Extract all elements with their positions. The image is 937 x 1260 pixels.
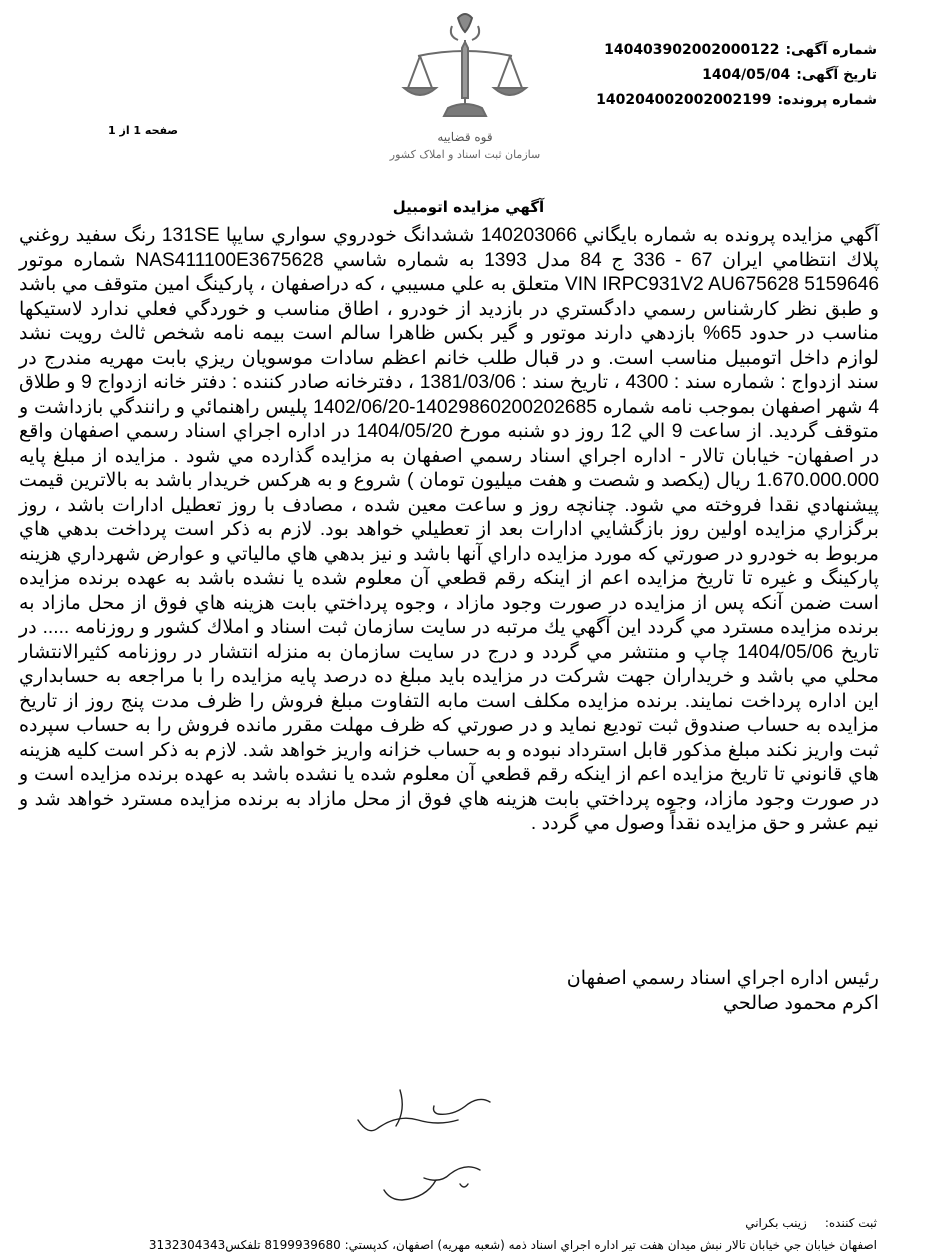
registrar-name: زينب بكراني [745, 1216, 807, 1230]
footer-address: اصفهان خيابان جي خيابان تالار نبش ميدان هفت تير اداره اجراي اسناد ذمه (شعبه مهريه) اصفهان، كدپستي: 8199939680 تلفكس3132304343 [148, 1238, 877, 1252]
scales-of-justice-icon [380, 8, 550, 168]
signatory-block [379, 966, 879, 1016]
ad-number-label: شماره آگهی: [785, 42, 877, 58]
notice-paragraph: آگهي مزايده پرونده به شماره بايگاني 140203066 ششدانگ خودروي سواري سايپا 131SE رنگ سفيد روغني پلاك انتظامي ايران 67 - 336 ج 84 مدل 1393 به شماره شاسي NAS411100E3675628 شماره موتور 5159646 VIN IRPC931V2 AU675628 متعلق به علي مسيبي ، كه دراصفهان ، پاركينگ امين متوقف مي باشد و طبق نظر كارشناس رسمي دادگستري در بازديد از خودرو ، اطاق مناسب و خوردگي فعلي ندارد لاستيكها مناسب در حدود 65% بازدهي دارند موتور و گير بكس ظاهرا سالم است بيمه نامه شخص ثالث رويت نشد لوازم داخل اتومبيل مناسب است. و در قبال طلب خانم اعظم سادات موسويان ريزي بابت مهريه مندرج در سند ازدواج : شماره سند : 4300 ، تاريخ سند : 1381/03/06 ، دفترخانه صادر كننده : دفتر خانه ازدواج 9 و طلاق 4 شهر اصفهان بموجب نامه شماره 14029860200202685-1402/06/20 پليس راهنمائي و رانندگي بازداشت و متوقف گرديد. از ساعت 9 الي 12 روز دو شنبه مورخ 1404/05/20 در اداره اجراي اسناد رسمي اصفهان واقع در اصفهان- خيابان تالار - اداره اجراي اسناد رسمي اصفهان به مزايده گذارده مي شود . مزايده از مبلغ پايه 1.670.000.000 ريال (يكصد و شصت و هفت ميليون تومان ) شروع و به هركس خريدار باشد به بالاترين قيمت پيشنهادي نقدا فروخته مي شود. چنانچه روز و ساعت معين شده ، مصادف با روز تعطيل ادارات باشد ، روز برگزاري مزايده اولين روز بازگشايي ادارات بعد از تعطيلي خواهد بود. لازم به ذكر است پرداخت بدهي هاي مربوط به خودرو در صورتي كه مورد مزايده داراي آنها باشد و نيز بدهي هاي مالياتي و عوارض شهرداري هزينه پاركينگ و غيره تا تاريخ مزايده اعم از اينكه رقم قطعي آن معلوم شده يا نشده باشد به عهده برنده مزايده است ضمن آنكه پس از مزايده در صورت وجود مازاد ، وجوه پرداختي بابت هزينه هاي فوق از محل مازاد به برنده مزايده مسترد مي گردد اين آگهي يك مرتبه در سايت سازمان ثبت اسناد و املاك كشور و روزنامه ..... در تاريخ 1404/05/06 چاپ و منتشر مي گردد و درج در سايت سازمان به منزله انتشار در روزنامه كثيرالانتشار محلي مي باشد و خريداران جهت شركت در مزايده بايد مبلغ ده درصد پايه مزايده را با مراجعه به حسابداري اين اداره پرداخت نمايند. برنده مزايده مكلف است مابه التفاوت مبلغ فروش را ظرف مدت پنج روز از تاريخ مزايده به حساب صندوق ثبت توديع نمايد و در صورتي كه ظرف مهلت مقرر مانده فروش را به حساب سپرده ثبت واريز نكند مبلغ مذكور قابل استرداد نبوده و به حساب خزانه واريز خواهد شد. لازم به ذكر است كليه هزينه هاي قانوني تا تاريخ مزايده اعم از اينكه رقم قطعي آن معلوم شده يا نشده باشد به عهده برنده مزايده است و در صورت وجود مازاد، وجوه پرداختي بابت هزينه هاي فوق از محل مازاد به برنده مزايده مسترد خواهد شد و نيم عشر و حق مزايده نقداً وصول مي گردد . [19, 225, 880, 834]
handwritten-signature [340, 1080, 540, 1210]
ad-date-label: تاریخ آگهی: [796, 67, 877, 83]
signatory-position: رئيس اداره اجراي اسناد رسمي اصفهان [566, 968, 879, 989]
ad-date-row [547, 63, 877, 88]
registrar-label: ثبت کننده: [824, 1216, 877, 1230]
case-number-value: 140204002002002199 [596, 92, 772, 108]
case-number-row [547, 88, 877, 113]
ad-number-row [547, 38, 877, 63]
judiciary-emblem [380, 8, 550, 168]
page-indicator: صفحه 1 از 1 [108, 124, 179, 137]
document-meta [547, 38, 877, 113]
ad-date-value: 1404/05/04 [702, 67, 791, 83]
signatory-name: اكرم محمود صالحي [722, 993, 879, 1014]
document-title: آگهي مزايده اتومبيل [392, 198, 545, 216]
case-number-label: شماره پرونده: [777, 92, 877, 108]
ad-number-value: 140403902002000122 [604, 42, 780, 58]
registrar-line [745, 1216, 877, 1230]
emblem-caption-registry: سازمان ثبت اسناد و املاک کشور [389, 148, 541, 161]
emblem-caption-judiciary: قوه قضاییه [437, 130, 493, 144]
auction-notice-body [19, 224, 879, 837]
